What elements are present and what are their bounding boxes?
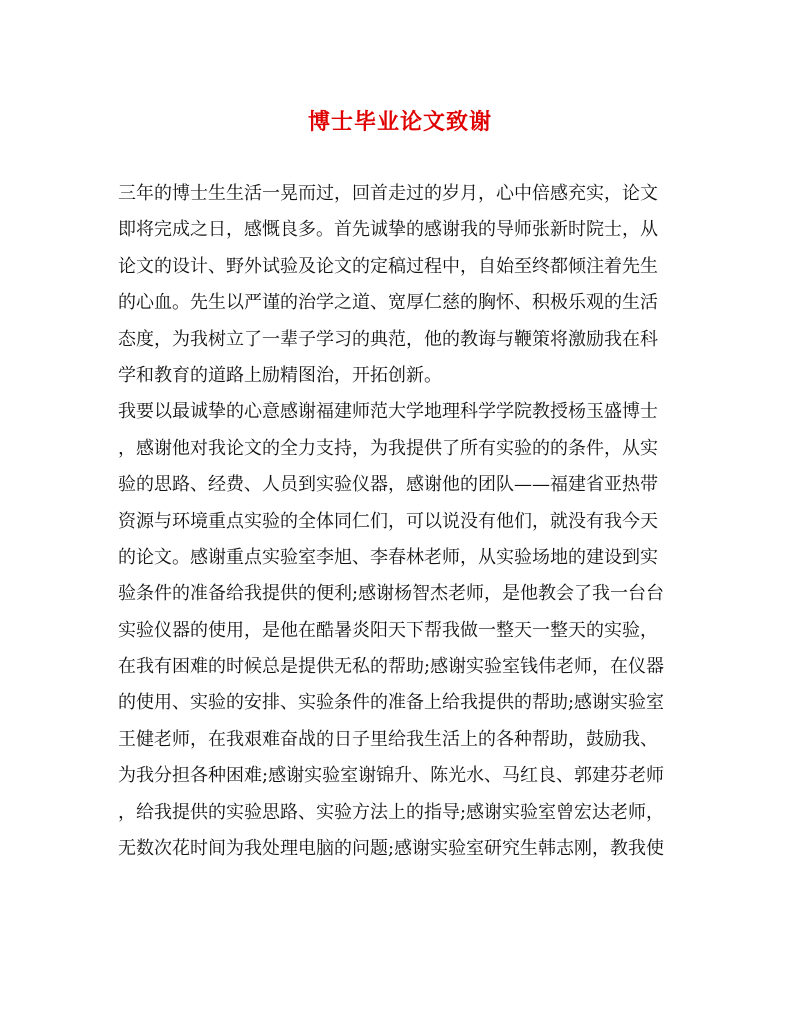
body-line: 验条件的准备给我提供的便利;感谢杨智杰老师，是他教会了我一台台	[118, 583, 665, 605]
body-line: 验的思路、经费、人员到实验仪器，感谢他的团队——福建省亚热带	[118, 474, 658, 496]
body-line: 三年的博士生生活一晃而过，回首走过的岁月，心中倍感充实，论文	[118, 183, 658, 204]
body-line: 的心血。先生以严谨的治学之道、宽厚仁慈的胸怀、积极乐观的生活	[118, 292, 658, 314]
body-line: 资源与环境重点实验的全体同仁们，可以说没有他们，就没有我今天	[118, 510, 658, 532]
body-line: 学和教育的道路上励精图治，开拓创新。	[118, 364, 442, 386]
body-line: 的论文。感谢重点实验室李旭、李春林老师，从实验场地的建设到实	[118, 546, 658, 568]
body-line: 论文的设计、野外试验及论文的定稿过程中，自始至终都倾注着先生	[118, 255, 658, 277]
body-line: ，给我提供的实验思路、实验方法上的指导;感谢实验室曾宏达老师，	[118, 801, 665, 823]
document-body	[118, 176, 682, 867]
body-line: 王健老师，在我艰难奋战的日子里给我生活上的各种帮助，鼓励我、	[118, 728, 658, 750]
body-line: 态度，为我树立了一辈子学习的典范，他的教诲与鞭策将激励我在科	[118, 328, 658, 350]
document-title: 博士毕业论文致谢	[307, 109, 492, 135]
body-line: 的使用、实验的安排、实验条件的准备上给我提供的帮助;感谢实验室	[118, 692, 665, 714]
body-line: 实验仪器的使用，是他在酷暑炎阳天下帮我做一整天一整天的实验，	[118, 619, 658, 641]
body-line: 我要以最诚挚的心意感谢福建师范大学地理科学学院教授杨玉盛博士	[118, 401, 658, 423]
body-line: 即将完成之日，感慨良多。首先诚挚的感谢我的导师张新时院士，从	[118, 219, 658, 241]
body-line: 在我有困难的时候总是提供无私的帮助;感谢实验室钱伟老师，在仪器	[118, 656, 665, 678]
body-line: 无数次花时间为我处理电脑的问题;感谢实验室研究生韩志刚，教我使	[118, 838, 665, 860]
body-line: 为我分担各种困难;感谢实验室谢锦升、陈光水、马红良、郭建芬老师	[118, 765, 665, 787]
body-line: ，感谢他对我论文的全力支持，为我提供了所有实验的的条件，从实	[118, 437, 658, 459]
